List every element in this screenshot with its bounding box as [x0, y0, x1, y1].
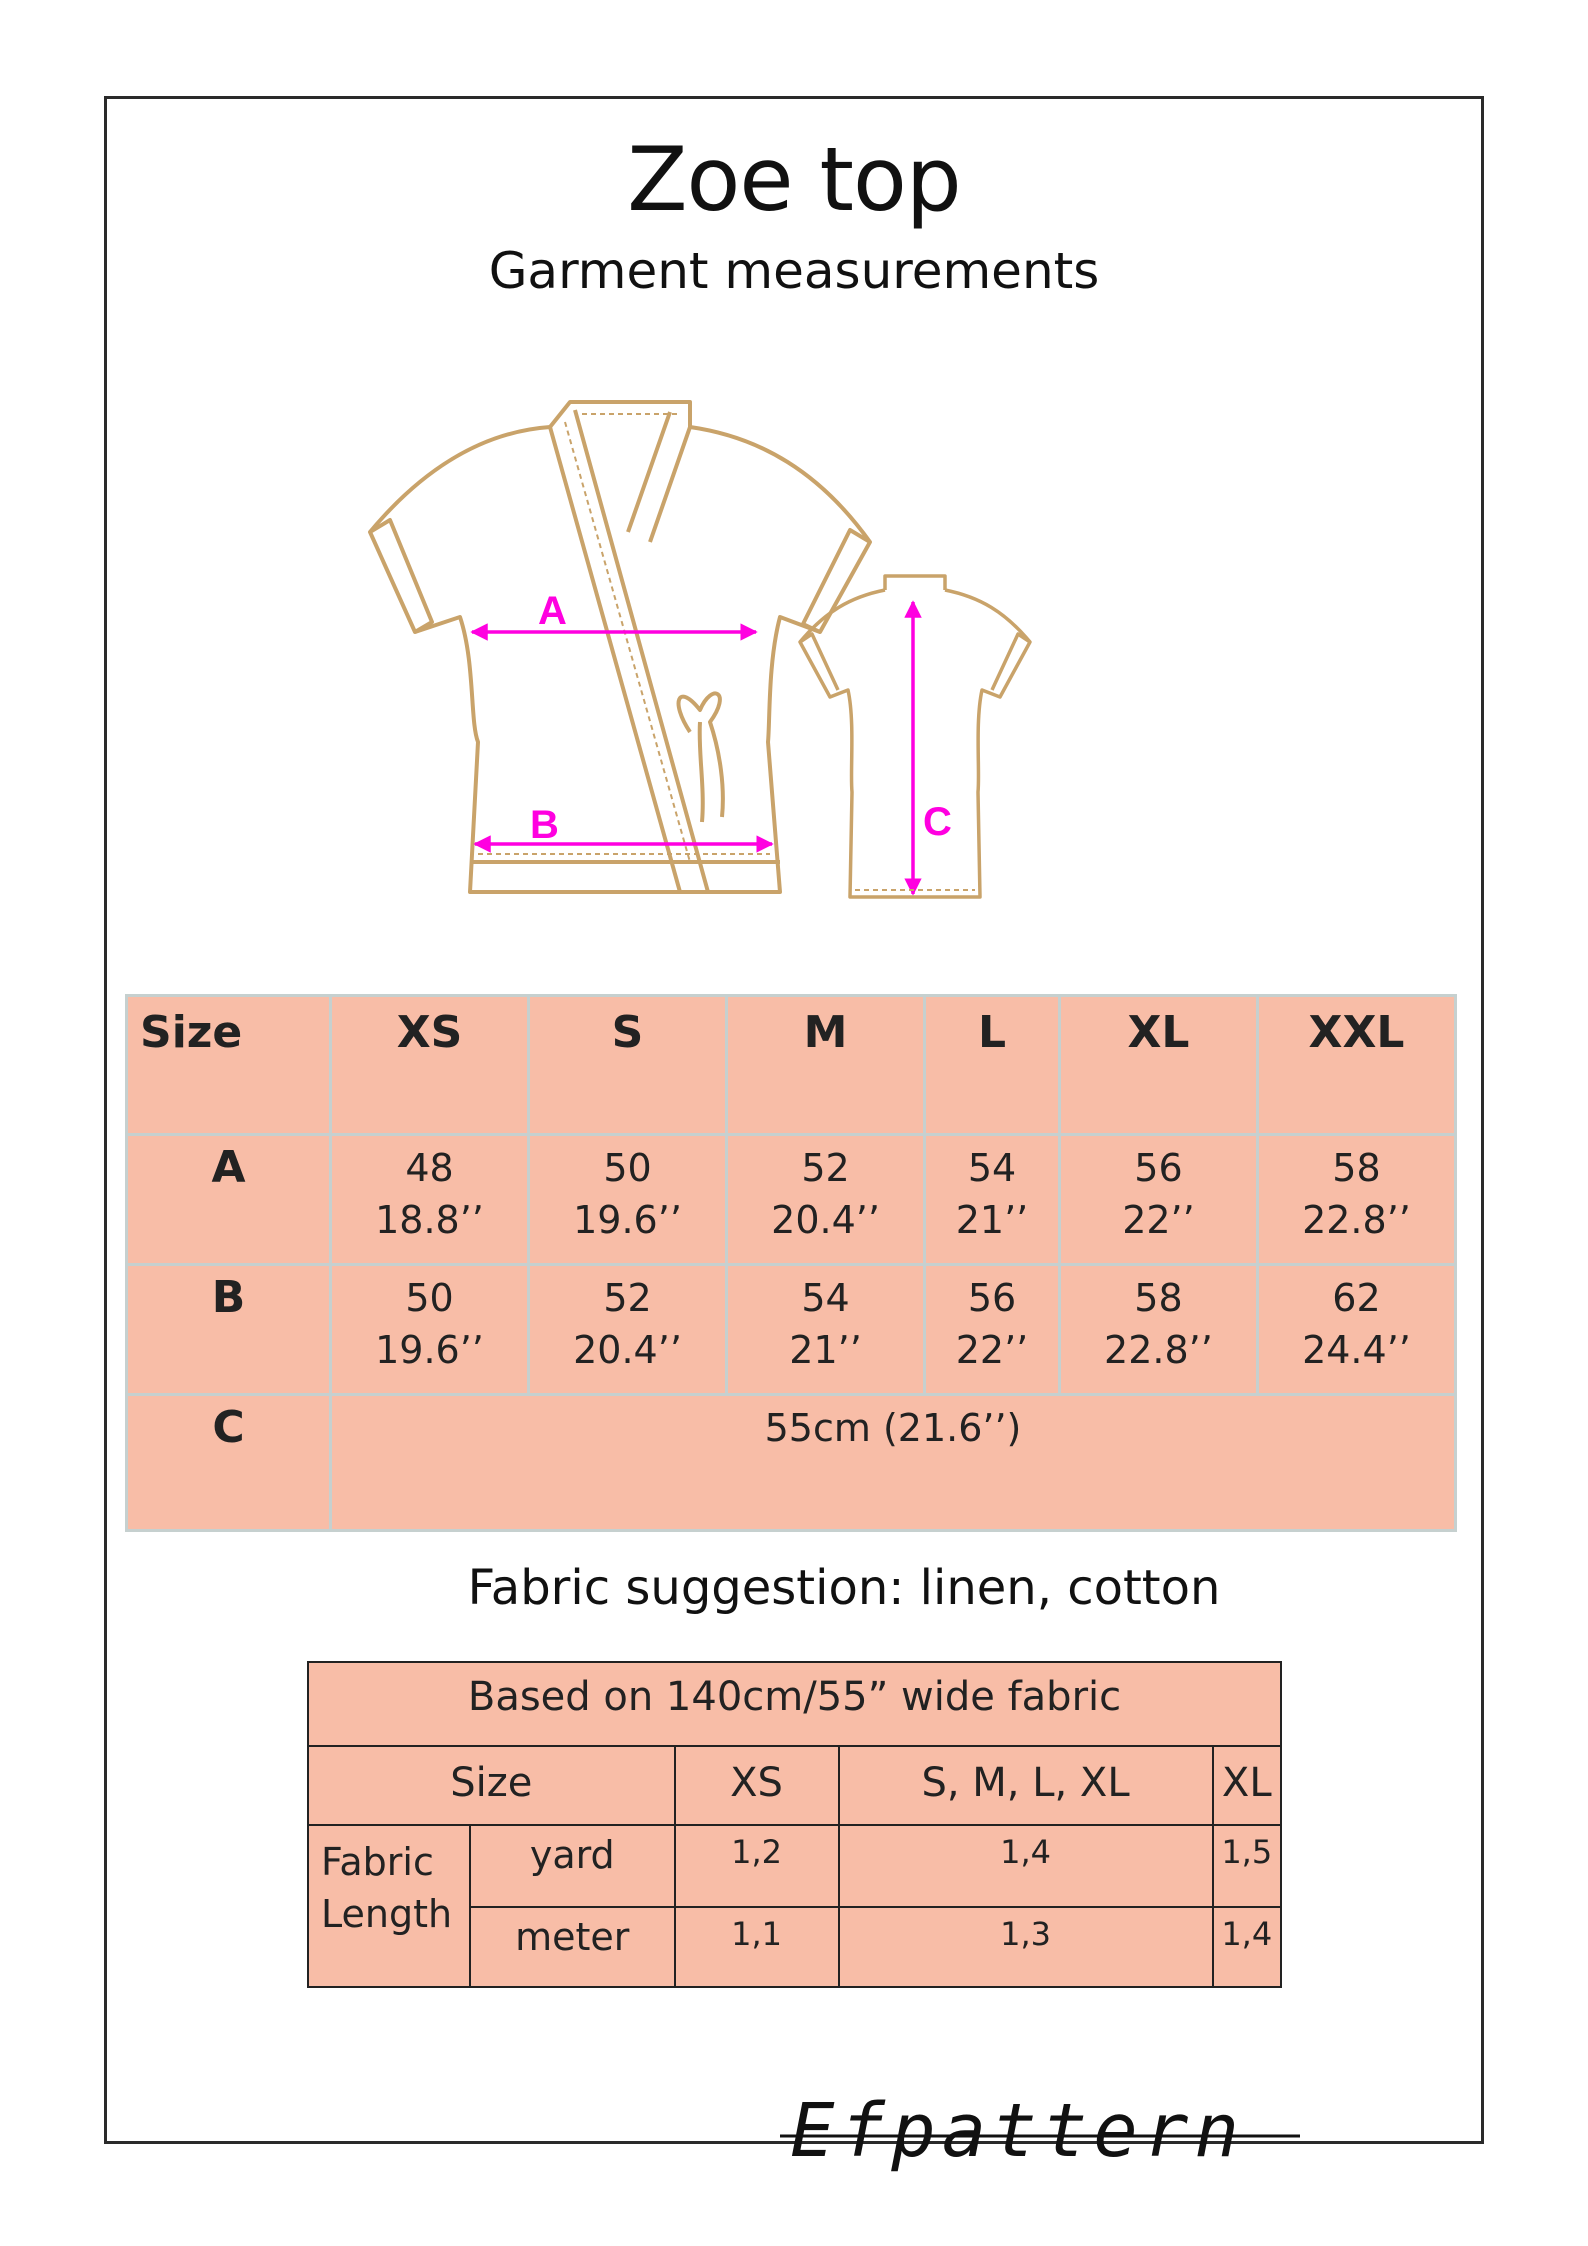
fabric-size-xs: XS — [675, 1746, 839, 1825]
row-label-a: A — [127, 1135, 331, 1265]
cell: 56 22’’ — [1059, 1135, 1257, 1265]
front-view-drawing — [370, 402, 870, 892]
cell: 52 20.4’’ — [529, 1265, 727, 1395]
cell: 50 19.6’’ — [529, 1135, 727, 1265]
measurement-arrows — [472, 602, 913, 894]
cell: 48 18.8’’ — [331, 1135, 529, 1265]
cell: 54 21’’ — [727, 1265, 925, 1395]
brand-text: Efpattern — [790, 2088, 1245, 2174]
cell: 62 24.4’’ — [1257, 1265, 1455, 1395]
page-title: Zoe top — [627, 128, 961, 231]
garment-diagram — [360, 392, 1040, 912]
label-a: A — [538, 589, 567, 633]
header-m: M — [727, 996, 925, 1135]
header-xs: XS — [331, 996, 529, 1135]
brand-logo — [780, 2088, 1300, 2178]
cell: 52 20.4’’ — [727, 1135, 925, 1265]
cell: 56 22’’ — [925, 1265, 1060, 1395]
header-xl: XL — [1059, 996, 1257, 1135]
cell: 1,1 — [675, 1907, 839, 1987]
cell: 50 19.6’’ — [331, 1265, 529, 1395]
table-row — [127, 1135, 1456, 1265]
fabric-table — [307, 1661, 1282, 1988]
fabric-size-xl: XL — [1213, 1746, 1281, 1825]
back-view-drawing — [800, 576, 1030, 897]
cell: 1,5 — [1213, 1825, 1281, 1907]
fabric-size-label: Size — [308, 1746, 675, 1825]
cell: 54 21’’ — [925, 1135, 1060, 1265]
page-subtitle: Garment measurements — [488, 242, 1100, 300]
fabric-table-caption: Based on 140cm/55” wide fabric — [308, 1662, 1281, 1746]
cell: 1,2 — [675, 1825, 839, 1907]
cell: 1,4 — [1213, 1907, 1281, 1987]
cell: 58 22.8’’ — [1059, 1265, 1257, 1395]
label-b: B — [530, 803, 559, 847]
row-label-c: C — [127, 1395, 331, 1531]
cell: 58 22.8’’ — [1257, 1135, 1455, 1265]
fabric-length-label: Fabric Length — [308, 1825, 470, 1987]
cell: 1,3 — [839, 1907, 1213, 1987]
table-row — [127, 1395, 1456, 1531]
size-table — [125, 994, 1457, 1532]
header-size: Size — [127, 996, 331, 1135]
stitch-lines — [478, 414, 770, 862]
header-l: L — [925, 996, 1060, 1135]
row-label-b: B — [127, 1265, 331, 1395]
unit-meter: meter — [470, 1907, 675, 1987]
cell-c-value: 55cm (21.6’’) — [331, 1395, 1456, 1531]
header-s: S — [529, 996, 727, 1135]
table-row — [127, 1265, 1456, 1395]
unit-yard: yard — [470, 1825, 675, 1907]
label-c: C — [923, 800, 952, 844]
cell: 1,4 — [839, 1825, 1213, 1907]
fabric-size-s-m-l-xl: S, M, L, XL — [839, 1746, 1213, 1825]
table-row — [308, 1825, 1281, 1907]
header-xxl: XXL — [1257, 996, 1455, 1135]
fabric-suggestion: Fabric suggestion: linen, cotton — [467, 1560, 1221, 1616]
